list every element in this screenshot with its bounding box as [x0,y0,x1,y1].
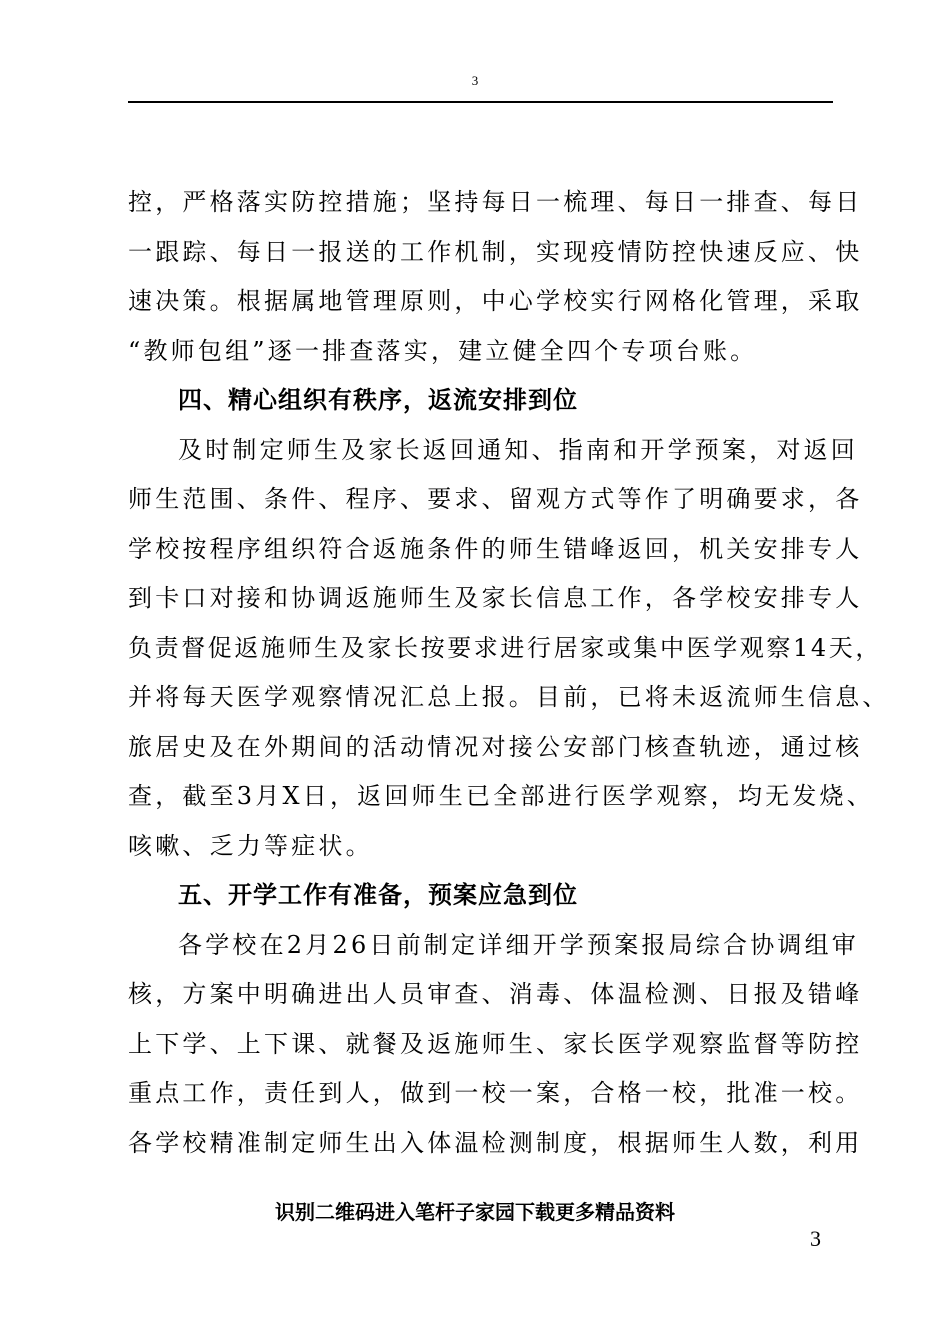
footer-promo-note: 识别二维码进入笔杆子家园下载更多精品资料 [275,1200,675,1224]
document-body [128,178,890,1168]
body-line: 上下学、上下课、就餐及返施师生、家长医学观察监督等防控 [128,1029,863,1058]
body-line: 各学校精准制定师生出入体温检测制度，根据师生人数，利用 [128,1128,863,1157]
body-line: 负责督促返施师生及家长按要求进行居家或集中医学观察14天， [128,633,882,662]
footer-page-number: 3 [810,1226,821,1251]
body-line: 旅居史及在外期间的活动情况对接公安部门核查轨迹，通过核 [128,732,863,761]
body-line: 查，截至3月X日，返回师生已全部进行医学观察，均无发烧、 [128,782,874,810]
body-line: 及时制定师生及家长返回通知、指南和开学预案，对返回 [178,435,858,464]
header-page-number: 3 [471,73,479,88]
body-line: 到卡口对接和协调返施师生及家长信息工作，各学校安排专人 [128,584,863,612]
body-line: 控，严格落实防控措施；坚持每日一梳理、每日一排查、每日 [128,188,863,216]
body-line: “教师包组”逐一排查落实，建立健全四个专项台账。 [128,336,758,365]
body-line: 各学校在2月26日前制定详细开学预案报局综合协调组审 [178,930,860,959]
body-line: 核，方案中明确进出人员审查、消毒、体温检测、日报及错峰 [128,980,863,1008]
body-line: 师生范围、条件、程序、要求、留观方式等作了明确要求，各 [128,485,863,513]
section-heading-5: 五、开学工作有准备，预案应急到位 [178,881,578,909]
section-heading-4: 四、精心组织有秩序，返流安排到位 [178,386,578,414]
body-line: 并将每天医学观察情况汇总上报。目前，已将未返流师生信息、 [128,683,890,711]
header-divider [128,101,833,103]
body-line: 一跟踪、每日一报送的工作机制，实现疫情防控快速反应、快 [128,237,863,266]
body-line: 速决策。根据属地管理原则，中心学校实行网格化管理，采取 [128,287,863,315]
body-line: 咳嗽、乏力等症状。 [128,831,373,860]
body-line: 重点工作，责任到人，做到一校一案，合格一校，批准一校。 [128,1079,863,1107]
body-line: 学校按程序组织符合返施条件的师生错峰返回，机关安排专人 [128,534,863,563]
